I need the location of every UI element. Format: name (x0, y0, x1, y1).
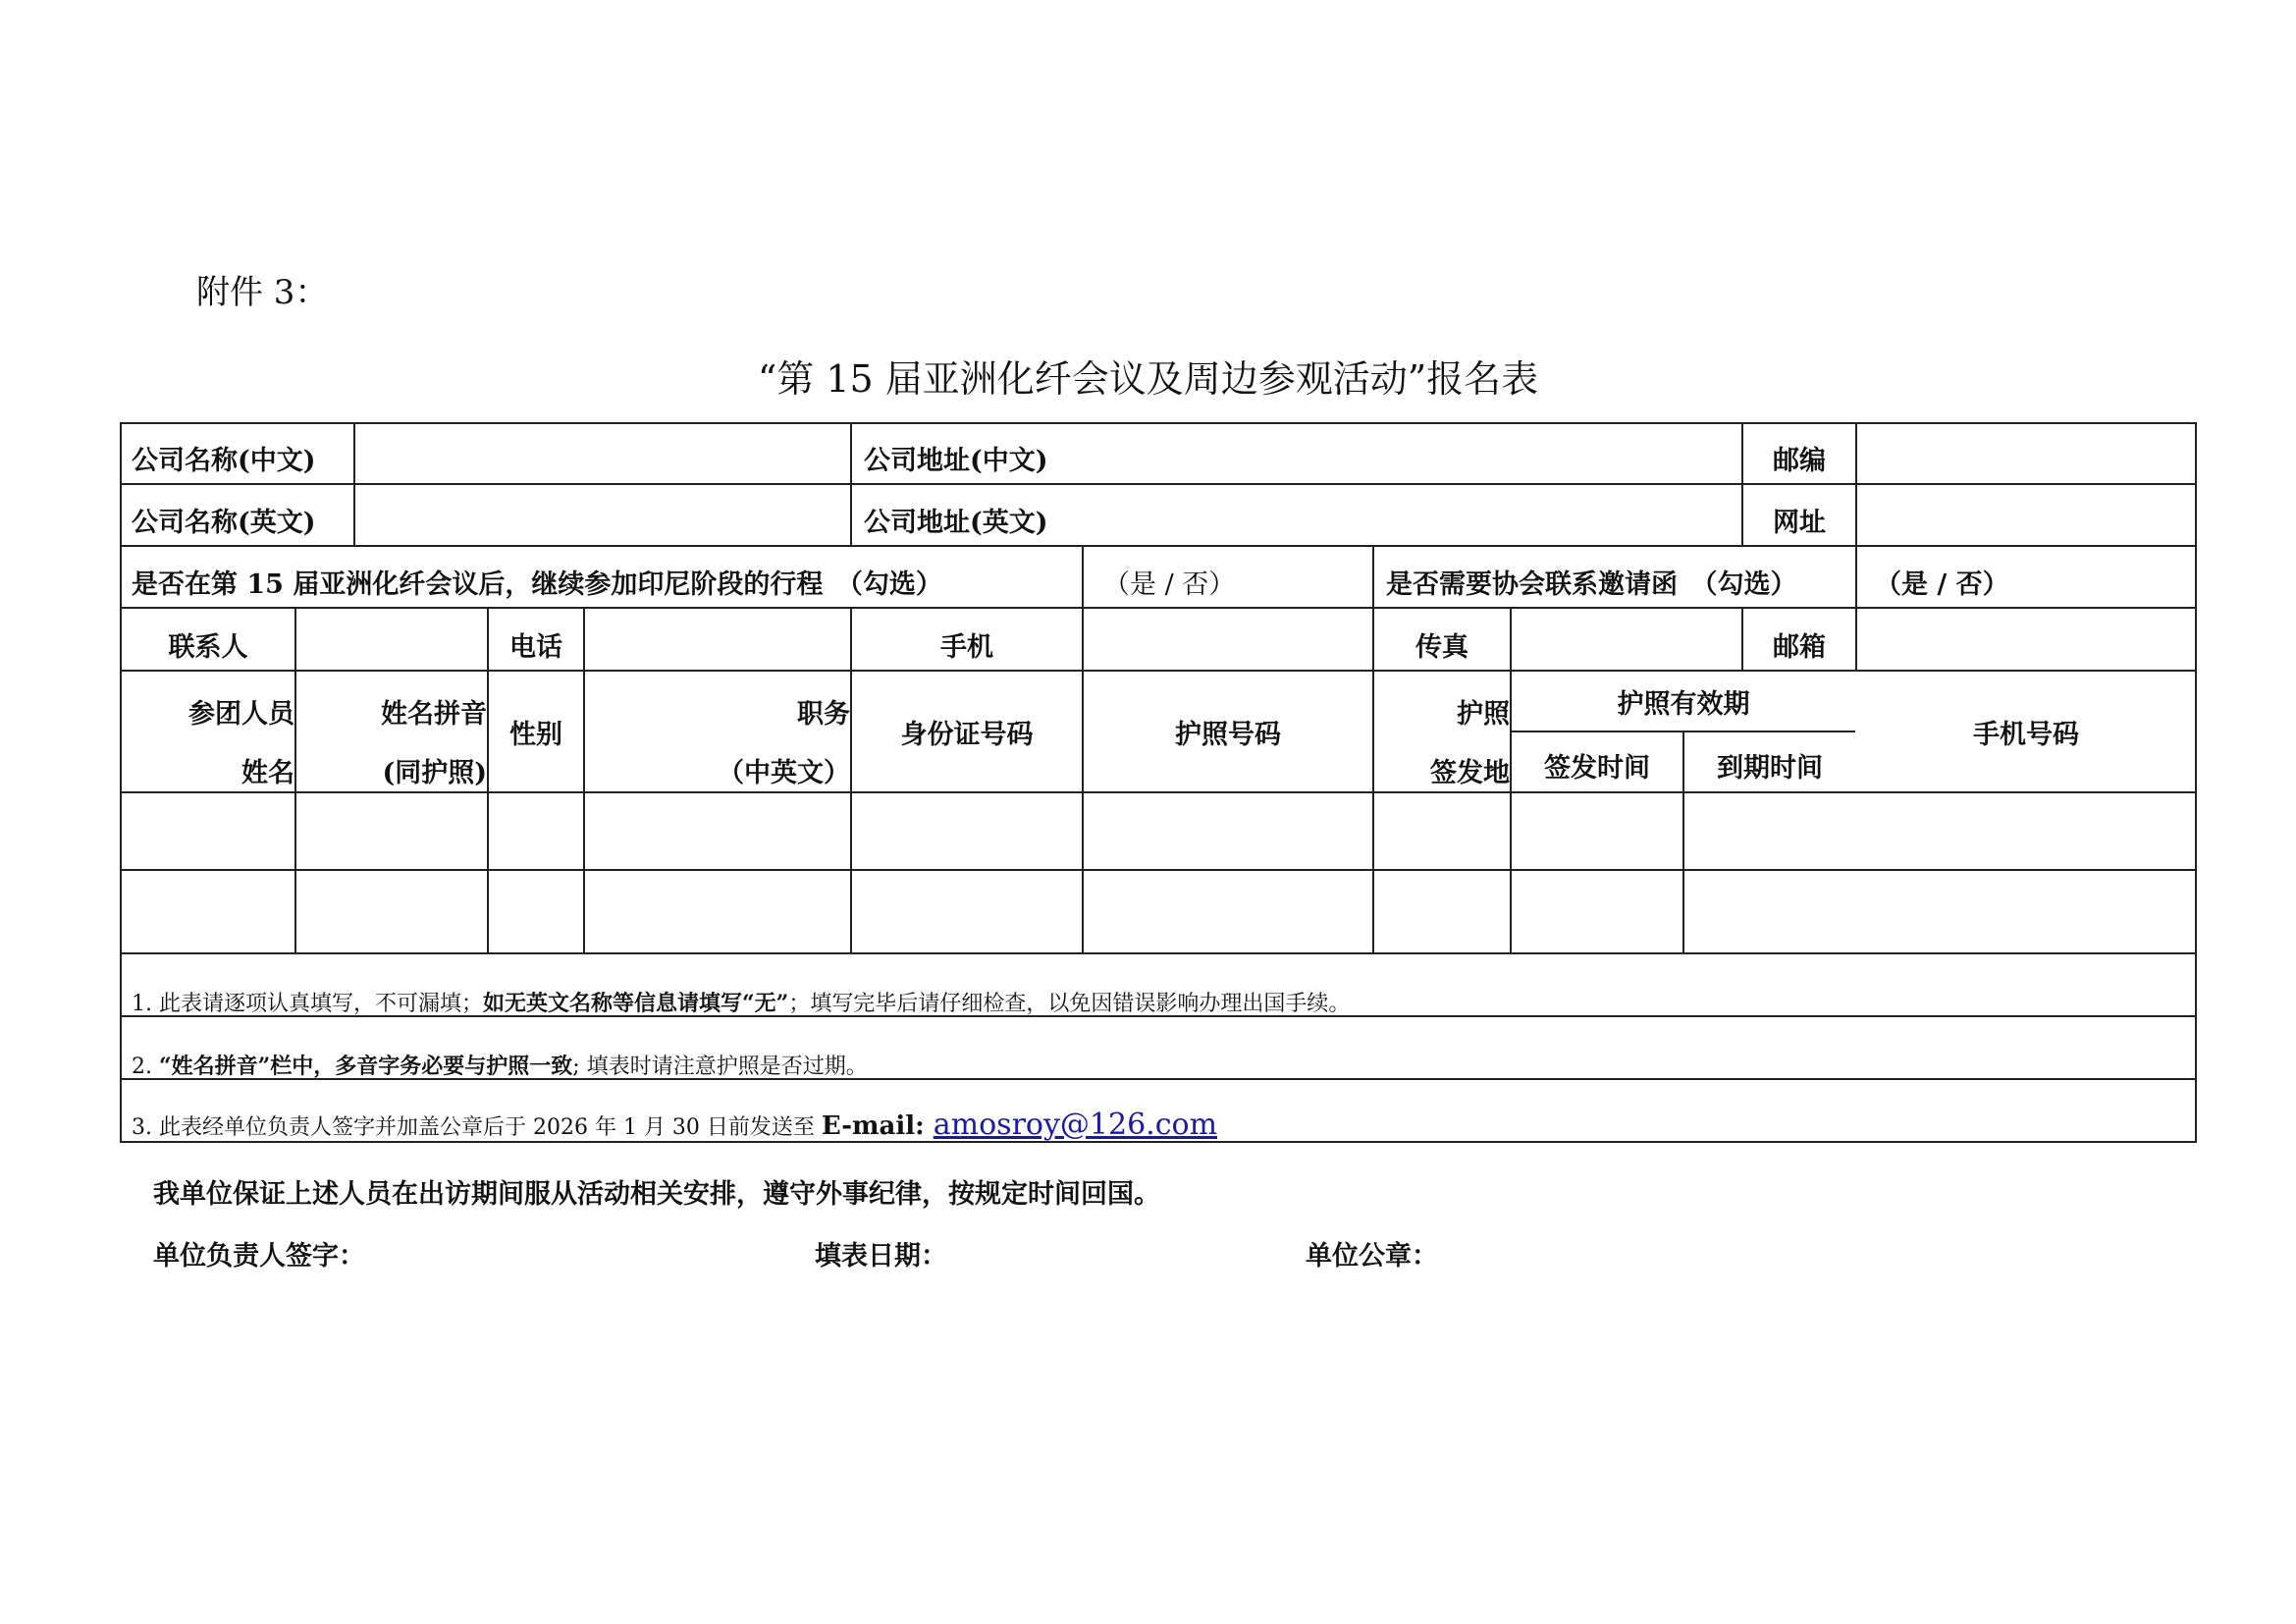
row2-issue-date-field[interactable] (1512, 871, 1682, 952)
mobile-field[interactable] (1084, 609, 1372, 670)
row2-pinyin-field[interactable] (296, 871, 487, 952)
row2-issue-place-field[interactable] (1374, 871, 1510, 952)
note-2-text-bold: “姓名拼音”栏中，多音字务必要与护照一致 (158, 1054, 573, 1079)
row1-gender-field[interactable] (489, 793, 583, 869)
validity-header: 护照有效期 (1617, 688, 1750, 720)
issue-place-header-l2: 签发地 (1430, 758, 1510, 788)
issue-place-header (1374, 683, 1510, 805)
fax-field[interactable] (1512, 609, 1741, 670)
pinyin-header-l2: (同护照) (382, 758, 487, 788)
member-name-header-l2: 姓名 (241, 758, 294, 788)
company-address-cn-label: 公司地址(中文) (864, 446, 1048, 476)
date-label: 填表日期： (815, 1241, 947, 1272)
postcode-field[interactable] (1857, 424, 2195, 483)
row2-passport-field[interactable] (1084, 871, 1372, 952)
row1-expiry-date-field[interactable] (1684, 793, 1855, 869)
postcode-label: 邮编 (1773, 446, 1826, 476)
row2-mobile-field[interactable] (1857, 871, 2195, 952)
note-3-email-label: E-mail: (821, 1111, 934, 1141)
email-link[interactable]: amosroy@126.com (933, 1108, 1218, 1142)
signature-label: 单位负责人签字： (153, 1241, 365, 1272)
pinyin-header-l1: 姓名拼音 (381, 699, 487, 730)
company-name-cn-label: 公司名称(中文) (132, 446, 316, 476)
invitation-letter-choice[interactable]: （是 / 否） (1875, 569, 2009, 600)
guarantee-statement: 我单位保证上述人员在出访期间服从活动相关安排，遵守外事纪律，按规定时间回国。 (153, 1179, 1160, 1210)
issue-date-header: 签发时间 (1544, 752, 1650, 784)
contact-person-field[interactable] (296, 609, 487, 670)
phone-label: 电话 (509, 632, 562, 663)
company-address-en-label: 公司地址(英文) (864, 508, 1048, 538)
row2-expiry-date-field[interactable] (1684, 871, 1855, 952)
mobile-label: 手机 (940, 632, 993, 663)
row1-pinyin-field[interactable] (296, 793, 487, 869)
passport-number-header: 护照号码 (1175, 719, 1281, 750)
row1-name-field[interactable] (122, 793, 294, 869)
member-name-header-l1: 参团人员 (188, 699, 294, 730)
row1-issue-place-field[interactable] (1374, 793, 1510, 869)
company-address-cn-field[interactable] (1084, 424, 1741, 483)
member-mobile-header: 手机号码 (1973, 719, 2079, 750)
id-number-header: 身份证号码 (900, 719, 1034, 750)
company-address-en-field[interactable] (1084, 485, 1741, 545)
row1-passport-field[interactable] (1084, 793, 1372, 869)
position-header (585, 683, 850, 805)
note-2-text-a: 2. (132, 1055, 159, 1079)
row2-position-field[interactable] (585, 871, 850, 952)
email-label: 邮箱 (1773, 632, 1826, 663)
invitation-letter-question: 是否需要协会联系邀请函 （勾选） (1386, 569, 1797, 600)
contact-person-label: 联系人 (168, 632, 248, 663)
company-name-en-label: 公司名称(英文) (132, 508, 316, 538)
row1-mobile-field[interactable] (1857, 793, 2195, 869)
website-field[interactable] (1857, 485, 2195, 545)
row2-gender-field[interactable] (489, 871, 583, 952)
note-1-text-bold: 如无英文名称等信息请填写“无” (483, 991, 789, 1016)
email-field[interactable] (1857, 609, 2195, 670)
phone-field[interactable] (585, 609, 850, 670)
row1-issue-date-field[interactable] (1512, 793, 1682, 869)
indonesia-trip-question: 是否在第 15 届亚洲化纤会议后，继续参加印尼阶段的行程 （勾选） (132, 569, 942, 600)
row1-id-field[interactable] (852, 793, 1082, 869)
company-name-cn-field[interactable] (355, 424, 850, 483)
note-1-text-a: 1. 此表请逐项认真填写，不可漏填； (132, 992, 483, 1016)
position-header-l2: （中英文） (718, 758, 850, 788)
form-title: “第 15 届亚洲化纤会议及周边参观活动”报名表 (757, 357, 1539, 401)
expiry-date-header: 到期时间 (1717, 752, 1823, 784)
row2-id-field[interactable] (852, 871, 1082, 952)
note-2-text-c: ; 填表时请注意护照是否过期。 (572, 1055, 868, 1079)
indonesia-trip-choice[interactable]: （是 / 否） (1103, 569, 1236, 600)
seal-label: 单位公章： (1306, 1241, 1438, 1272)
note-2 (132, 1050, 868, 1080)
fax-label: 传真 (1415, 632, 1468, 663)
company-name-en-field[interactable] (355, 485, 850, 545)
website-label: 网址 (1773, 508, 1826, 538)
pinyin-header (296, 683, 487, 805)
gender-header: 性别 (509, 719, 562, 750)
attachment-label: 附件 3： (196, 273, 329, 312)
position-header-l1: 职务 (797, 699, 850, 730)
member-name-header (122, 683, 294, 805)
note-1 (132, 987, 1350, 1017)
note-1-text-c: ；填写完毕后请仔细检查，以免因错误影响办理出国手续。 (788, 992, 1351, 1016)
row1-position-field[interactable] (585, 793, 850, 869)
issue-place-header-l1: 护照 (1457, 699, 1510, 730)
note-3-text-a: 3. 此表经单位负责人签字并加盖公章后于 2026 年 1 月 30 日前发送至 (132, 1115, 822, 1140)
note-3 (132, 1108, 1217, 1142)
row2-name-field[interactable] (122, 871, 294, 952)
